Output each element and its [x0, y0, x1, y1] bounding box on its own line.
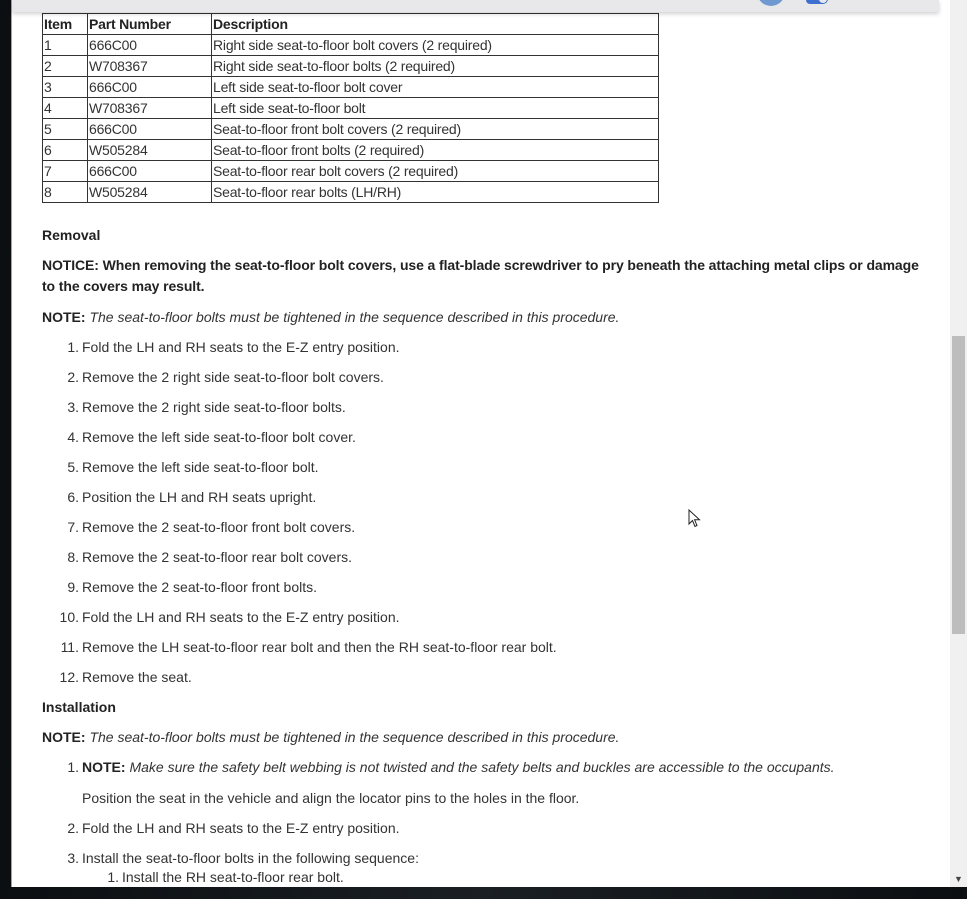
- table-row: [43, 161, 659, 182]
- cell-part-number: 666C00: [88, 77, 212, 98]
- cell-description: Left side seat-to-floor bolt: [212, 98, 659, 119]
- step-text: Remove the 2 seat-to-floor front bolt covers.: [82, 519, 356, 535]
- removal-notice: NOTICE: When removing the seat-to-floor bolt covers, use a flat-blade screwdriver to pry beneath the attaching metal clips or damage to the covers may result.: [42, 257, 919, 294]
- cell-description: Seat-to-floor rear bolt covers (2 required): [212, 161, 659, 182]
- mouse-cursor-icon: [688, 509, 702, 529]
- installation-heading: Installation: [42, 699, 116, 715]
- step-number: 1.: [107, 869, 119, 885]
- removal-step: [42, 337, 932, 357]
- step-number: 2.: [67, 820, 79, 836]
- note-text: The seat-to-floor bolts must be tightened in the sequence described in this procedure.: [89, 309, 620, 325]
- step-text: Remove the 2 seat-to-floor rear bolt covers.: [82, 549, 353, 565]
- step-text: Fold the LH and RH seats to the E-Z entry position.: [82, 820, 400, 836]
- step-text: Remove the left side seat-to-floor bolt cover.: [82, 429, 356, 445]
- removal-step: [42, 517, 932, 537]
- cell-part-number: W505284: [88, 140, 212, 161]
- table-row: [43, 56, 659, 77]
- cell-description: Seat-to-floor front bolt covers (2 required): [212, 119, 659, 140]
- step-text: Remove the 2 right side seat-to-floor bolt covers.: [82, 369, 384, 385]
- step-number: 6.: [67, 489, 79, 505]
- cell-description: Right side seat-to-floor bolt covers (2 required): [212, 35, 659, 56]
- installation-step: [42, 818, 932, 838]
- cell-description: Seat-to-floor front bolts (2 required): [212, 140, 659, 161]
- cell-item: 6: [43, 140, 88, 161]
- cell-item: 2: [43, 56, 88, 77]
- table-row: [43, 140, 659, 161]
- step-number: 10.: [59, 609, 79, 625]
- installation-step: [42, 848, 932, 886]
- removal-step: [42, 637, 932, 657]
- step-text: Remove the seat.: [82, 669, 192, 685]
- step-number: 5.: [67, 459, 79, 475]
- removal-step: [42, 667, 932, 687]
- step-text: Remove the left side seat-to-floor bolt.: [82, 459, 319, 475]
- cell-item: 1: [43, 35, 88, 56]
- cell-part-number: 666C00: [88, 161, 212, 182]
- table-row: [43, 182, 659, 203]
- table-row: [43, 77, 659, 98]
- note-text: The seat-to-floor bolts must be tightened in the sequence described in this procedure.: [89, 729, 620, 745]
- cell-item: 3: [43, 77, 88, 98]
- removal-note: [42, 307, 932, 327]
- column-header-item: Item: [43, 14, 88, 35]
- step-number: 8.: [67, 549, 79, 565]
- cell-part-number: W708367: [88, 98, 212, 119]
- step-note-text: Make sure the safety belt webbing is not twisted and the safety belts and buckles are accessible to the occupants.: [129, 759, 835, 775]
- removal-steps: [42, 337, 932, 687]
- step-text: Remove the LH seat-to-floor rear bolt and then the RH seat-to-floor rear bolt.: [82, 639, 557, 655]
- column-header-description: Description: [212, 14, 659, 35]
- table-header-row: [43, 14, 659, 35]
- cell-part-number: 666C00: [88, 119, 212, 140]
- removal-step: [42, 457, 932, 477]
- document-content: [42, 13, 932, 896]
- step-text: Position the LH and RH seats upright.: [82, 489, 317, 505]
- cell-description: Right side seat-to-floor bolts (2 required): [212, 56, 659, 77]
- step-text: Fold the LH and RH seats to the E-Z entry position.: [82, 339, 400, 355]
- step-text: Fold the LH and RH seats to the E-Z entry position.: [82, 609, 400, 625]
- cell-item: 4: [43, 98, 88, 119]
- cell-item: 8: [43, 182, 88, 203]
- note-label: NOTE:: [42, 729, 86, 745]
- table-row: [43, 35, 659, 56]
- step-text: Position the seat in the vehicle and align the locator pins to the holes in the floor.: [82, 790, 580, 806]
- step-number: 2.: [67, 369, 79, 385]
- cell-part-number: 666C00: [88, 35, 212, 56]
- installation-steps: [42, 757, 932, 886]
- scrollbar-thumb[interactable]: [952, 336, 965, 634]
- apps-icon[interactable]: [806, 0, 826, 4]
- table-row: [43, 119, 659, 140]
- step-number: 3.: [67, 399, 79, 415]
- user-avatar-icon[interactable]: [757, 0, 785, 6]
- column-header-part-number: Part Number: [88, 14, 212, 35]
- removal-step: [42, 427, 932, 447]
- step-number: 3.: [67, 850, 79, 866]
- cell-item: 7: [43, 161, 88, 182]
- step-note-label: NOTE:: [82, 759, 126, 775]
- table-row: [43, 98, 659, 119]
- installation-substep: [82, 868, 932, 886]
- step-number: 11.: [60, 639, 79, 655]
- removal-step: [42, 397, 932, 417]
- cell-item: 5: [43, 119, 88, 140]
- removal-step: [42, 487, 932, 507]
- removal-step: [42, 607, 932, 627]
- cell-part-number: W505284: [88, 182, 212, 203]
- removal-heading: Removal: [42, 227, 101, 243]
- parts-table: [42, 13, 659, 203]
- step-number: 12.: [59, 669, 79, 685]
- vertical-scrollbar[interactable]: [950, 0, 967, 887]
- note-label: NOTE:: [42, 309, 86, 325]
- step-number: 7.: [67, 519, 79, 535]
- step-text: Remove the 2 right side seat-to-floor bolts.: [82, 399, 346, 415]
- cell-description: Left side seat-to-floor bolt cover: [212, 77, 659, 98]
- installation-substeps: [82, 868, 932, 886]
- installation-note: [42, 727, 932, 747]
- step-number: 1.: [67, 759, 79, 775]
- scroll-down-arrow-icon[interactable]: ▼: [954, 873, 963, 884]
- removal-step: [42, 577, 932, 597]
- top-toolbar: [12, 0, 939, 12]
- step-number: 4.: [67, 429, 79, 445]
- step-text: Install the seat-to-floor bolts in the following sequence:: [82, 850, 419, 866]
- cell-part-number: W708367: [88, 56, 212, 77]
- removal-step: [42, 367, 932, 387]
- installation-step: [42, 757, 932, 808]
- step-number: 9.: [67, 579, 79, 595]
- browser-viewport: [11, 0, 963, 887]
- step-number: 1.: [67, 339, 79, 355]
- removal-step: [42, 547, 932, 567]
- step-text: Install the RH seat-to-floor rear bolt.: [122, 869, 344, 885]
- step-text: Remove the 2 seat-to-floor front bolts.: [82, 579, 317, 595]
- cell-description: Seat-to-floor rear bolts (LH/RH): [212, 182, 659, 203]
